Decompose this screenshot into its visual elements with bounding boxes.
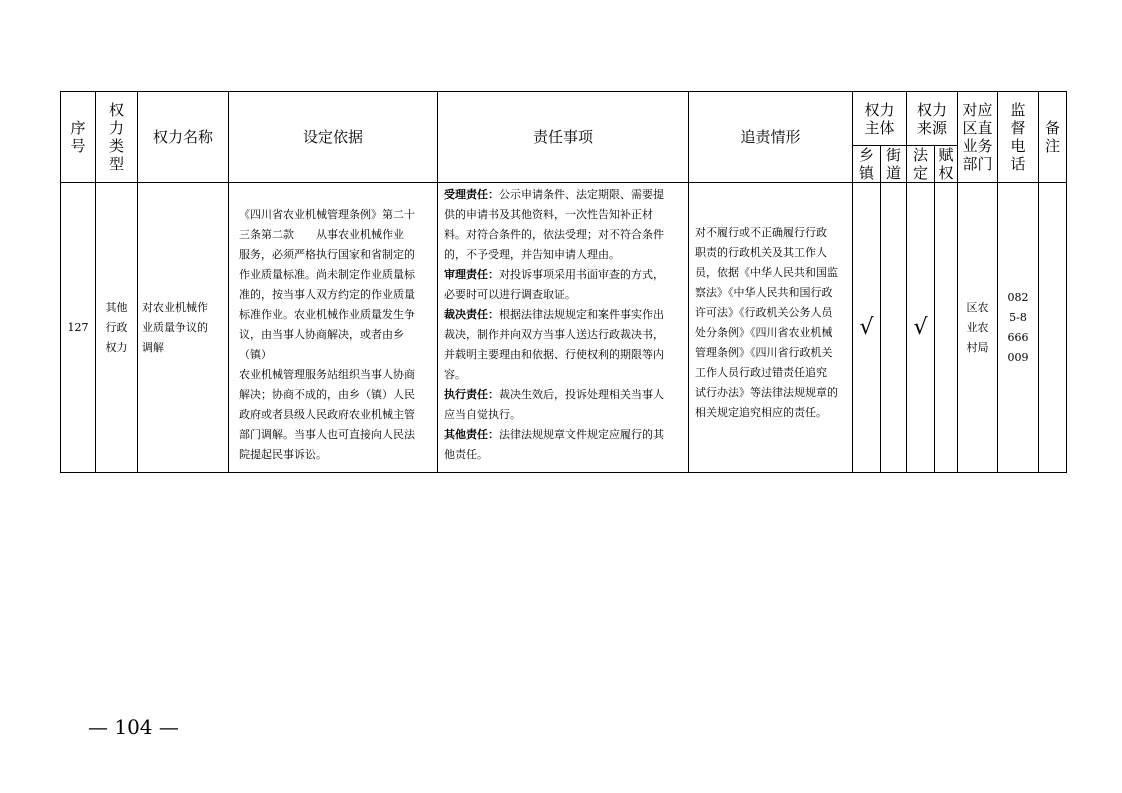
row-dept: 区农 业农 村局 [958, 183, 998, 473]
town-check-mark: √ [853, 183, 881, 473]
header-source-granted: 赋 权 [935, 146, 958, 183]
table-row [61, 183, 1067, 473]
duty-review: 审理责任：对投诉事项采用书面审查的方式， 必要时可以进行调查取证。 [444, 268, 664, 301]
row-power-type: 其他 行政 权力 [96, 183, 138, 473]
header-subject-town: 乡 镇 [853, 146, 881, 183]
row-accountability: 对不履行或不正确履行行政 职责的行政机关及其工作人 员，依据《中华人民共和国监 察法》《中华人民共和国行政 许可法》《行政机关公务人员 处分条例》《四川省农业机械 管理条例》《四川省行政机关 工作人员行政过错责任追究 试行办法》等法律法规规章的 相关规定追究相应的责任。 [689, 183, 853, 473]
granted-check-mark [935, 183, 958, 473]
header-source: 权力 来源 [907, 92, 958, 146]
row-seq: 127 [61, 183, 96, 473]
header-subject: 权力 主体 [853, 92, 907, 146]
header-power-name: 权力名称 [138, 92, 229, 183]
header-power-type: 权 力 类 型 [96, 92, 138, 183]
legal-check-mark: √ [907, 183, 935, 473]
page-number: — 104 — [88, 715, 179, 739]
header-row-1 [61, 92, 1067, 146]
duty-execution: 执行责任：裁决生效后，投诉处理相关当事人 应当自觉执行。 [444, 388, 664, 421]
header-duty: 责任事项 [438, 92, 689, 183]
duty-acceptance: 受理责任：公示申请条件、法定期限、需要提 供的申请书及其他资料，一次性告知补正材 料。对符合条件的，依法受理；对不符合条件 的，不予受理，并告知申请人理由。 [444, 188, 664, 261]
header-dept: 对应 区直 业务 部门 [958, 92, 998, 183]
row-remark [1039, 183, 1067, 473]
row-phone: 082 5-8 666 009 [998, 183, 1039, 473]
header-subject-street: 街 道 [881, 146, 907, 183]
power-list-table [60, 91, 1067, 473]
duty-ruling: 裁决责任：根据法律法规规定和案件事实作出 裁决，制作并向双方当事人送达行政裁决书， 并载明主要理由和依据、行使权利的期限等内 容。 [444, 308, 664, 381]
header-basis: 设定依据 [229, 92, 438, 183]
header-seq: 序 号 [61, 92, 96, 183]
header-phone: 监 督 电 话 [998, 92, 1039, 183]
row-basis: 《四川省农业机械管理条例》第二十 三条第二款 从事农业机械作业 服务，必须严格执行国家和省制定的 作业质量标准。尚未制定作业质量标 准的，按当事人双方约定的作业质量 标准作业。农业机械作业质量发生争 议，由当事人协商解决，或者由乡（镇） 农业机械管理服务站组织当事人协商 解决；协商不成的，由乡（镇）人民 政府或者县级人民政府农业机械主管 部门调解。当事人也可直接向人民法 院提起民事诉讼。 [229, 183, 438, 473]
row-duty [438, 183, 689, 473]
duty-other: 其他责任：法律法规规章文件规定应履行的其 他责任。 [444, 428, 664, 461]
header-source-legal: 法 定 [907, 146, 935, 183]
header-remark: 备 注 [1039, 92, 1067, 183]
row-power-name: 对农业机械作 业质量争议的 调解 [138, 183, 229, 473]
header-accountability: 追责情形 [689, 92, 853, 183]
street-check-mark [881, 183, 907, 473]
